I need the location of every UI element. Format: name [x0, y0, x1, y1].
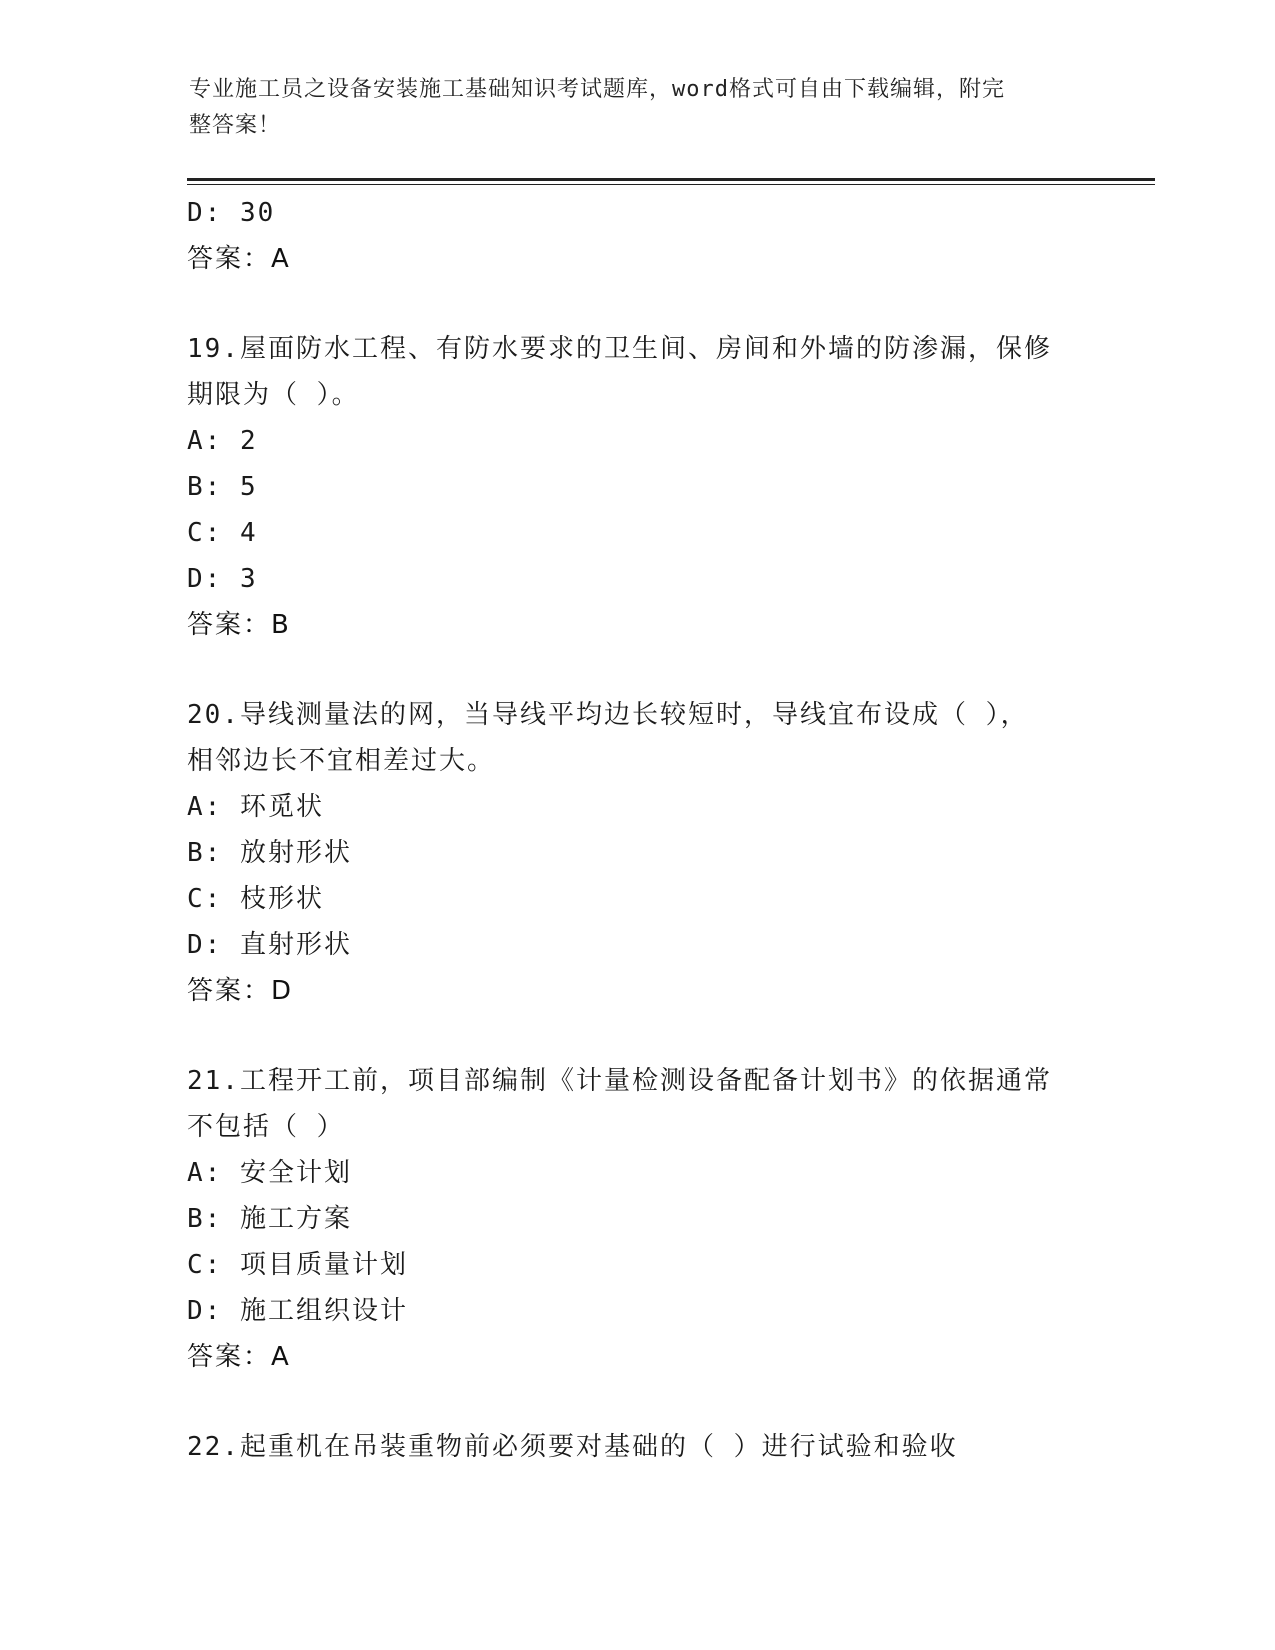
option-d: D: 30: [187, 198, 276, 228]
question-stem: 19.屋面防水工程、有防水要求的卫生间、房间和外墙的防渗漏，保修: [187, 334, 1052, 364]
question-19: [187, 326, 1087, 648]
option-a: A: 2: [187, 426, 258, 456]
answer-line: 答案：A: [187, 1342, 291, 1372]
question-stem: 21.工程开工前，项目部编制《计量检测设备配备计划书》的依据通常: [187, 1066, 1052, 1096]
option-d: D: 直射形状: [187, 930, 352, 960]
option-d: D: 3: [187, 564, 258, 594]
option-b: B: 5: [187, 472, 258, 502]
question-22: [187, 1424, 1087, 1470]
question-stem: 22.起重机在吊装重物前必须要对基础的（ ）进行试验和验收: [187, 1432, 958, 1462]
question-list: [187, 190, 1087, 1470]
option-c: C: 枝形状: [187, 884, 324, 914]
option-c: C: 4: [187, 518, 258, 548]
answer-line: 答案：A: [187, 244, 291, 274]
document-header: [189, 72, 1079, 144]
option-d: D: 施工组织设计: [187, 1296, 408, 1326]
header-line-2: 整答案！: [189, 113, 282, 138]
answer-line: 答案：B: [187, 610, 291, 640]
question-stem: 不包括（ ）: [187, 1112, 345, 1142]
option-c: C: 项目质量计划: [187, 1250, 408, 1280]
question-stem: 相邻边长不宜相差过大。: [187, 746, 496, 776]
option-a: A: 安全计划: [187, 1158, 352, 1188]
question-stem: 20.导线测量法的网，当导线平均边长较短时，导线宜布设成（ ），: [187, 700, 1029, 730]
question-20: [187, 692, 1087, 1014]
option-b: B: 放射形状: [187, 838, 352, 868]
header-divider-thick: [187, 178, 1155, 181]
option-b: B: 施工方案: [187, 1204, 352, 1234]
answer-line: 答案：D: [187, 976, 294, 1006]
header-divider-thin: [187, 184, 1155, 185]
question-21: [187, 1058, 1087, 1380]
option-a: A: 环觅状: [187, 792, 324, 822]
question-stem: 期限为（ ）。: [187, 380, 360, 410]
header-line-1: 专业施工员之设备安装施工基础知识考试题库，word格式可自由下载编辑，附完: [189, 77, 1005, 102]
